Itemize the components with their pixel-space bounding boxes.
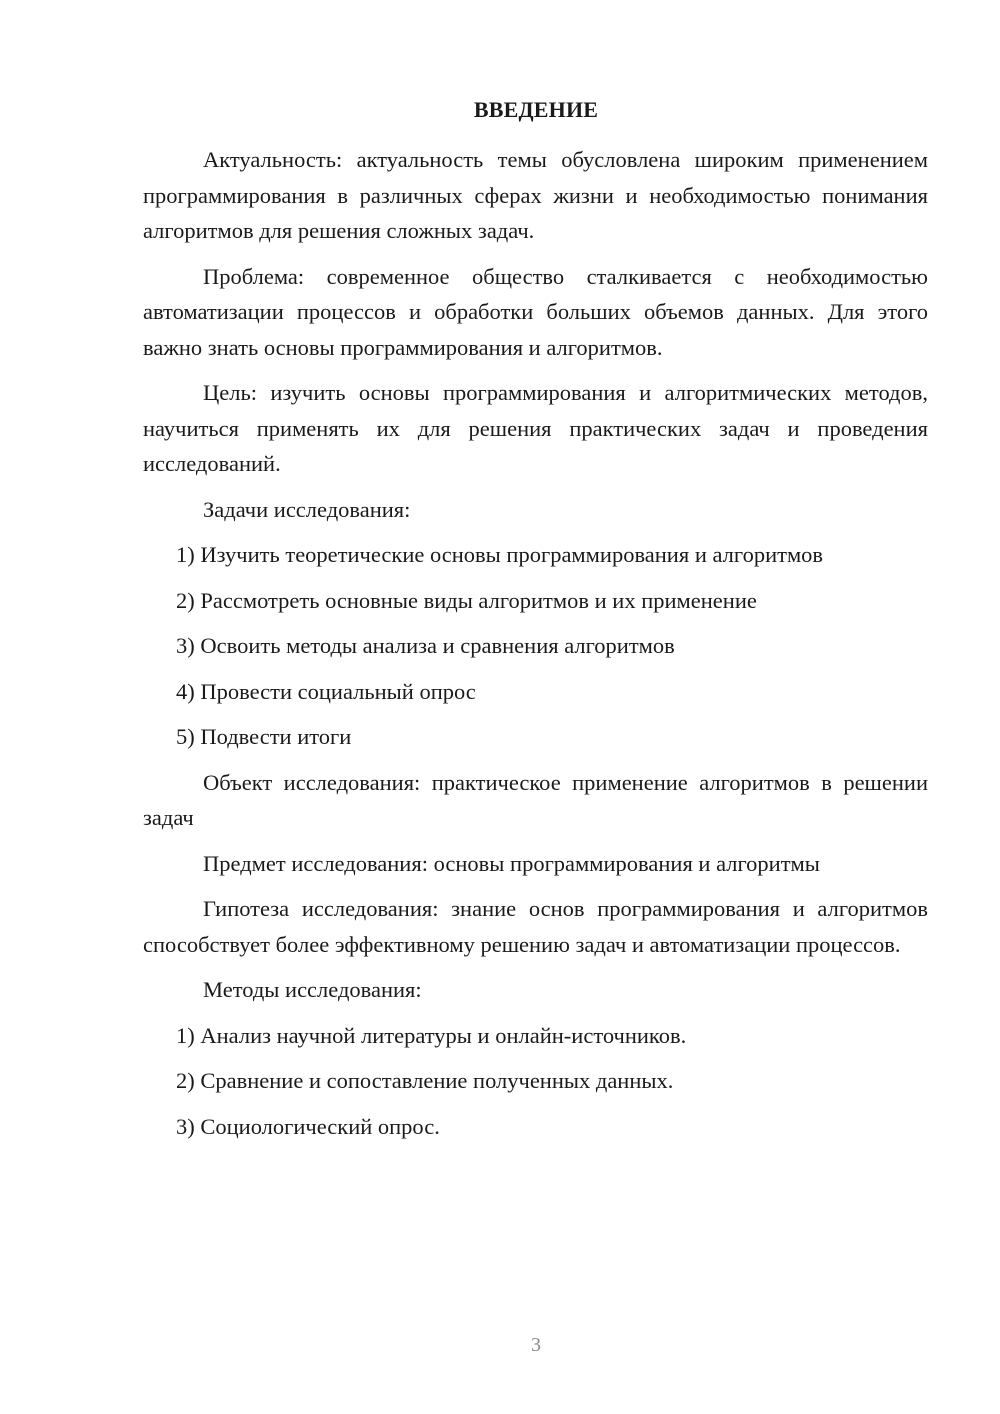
problem-paragraph: Проблема: современное общество сталкивается с необходимостью автоматизации процессов и обработки больших объемов данных. Для этого важно знать основы программирования и алгоритмов. (143, 263, 928, 360)
list-item: 1) Изучить теоретические основы программирования и алгоритмов (176, 542, 824, 567)
page-title: ВВЕДЕНИЕ (473, 97, 599, 122)
tasks-heading: Задачи исследования: (203, 496, 411, 522)
list-item: 3) Социологический опрос. (176, 1113, 440, 1139)
list-item: 1) Анализ научной литературы и онлайн-источников. (176, 1022, 687, 1048)
goal-paragraph: Цель: изучить основы программирования и алгоритмических методов, научиться применять их для решения практических задач и проведения исследований. (143, 380, 928, 476)
list-item: 5) Подвести итоги (176, 724, 352, 749)
list-item: 4) Провести социальный опрос (176, 678, 476, 704)
tasks-list (143, 537, 928, 755)
document-body (143, 142, 928, 1154)
list-item: 3) Освоить методы анализа и сравнения алгоритмов (176, 633, 675, 658)
hypothesis-paragraph: Гипотеза исследования: знание основ программирования и алгоритмов способствует более эффективному решению задач и автоматизации процессов. (143, 896, 928, 957)
relevance-paragraph: Актуальность: актуальность темы обусловлена широким применением программирования в различных сферах жизни и необходимостью понимания алгоритмов для решения сложных задач. (143, 147, 928, 243)
subject-paragraph: Предмет исследования: основы программирования и алгоритмы (203, 850, 820, 876)
object-paragraph: Объект исследования: практическое применение алгоритмов в решении задач (143, 769, 928, 830)
methods-list (143, 1018, 928, 1145)
list-item: 2) Рассмотреть основные виды алгоритмов и их применение (176, 587, 757, 613)
methods-heading: Методы исследования: (203, 977, 422, 1002)
page-number: 3 (531, 1334, 541, 1356)
list-item: 2) Сравнение и сопоставление полученных данных. (176, 1068, 674, 1093)
